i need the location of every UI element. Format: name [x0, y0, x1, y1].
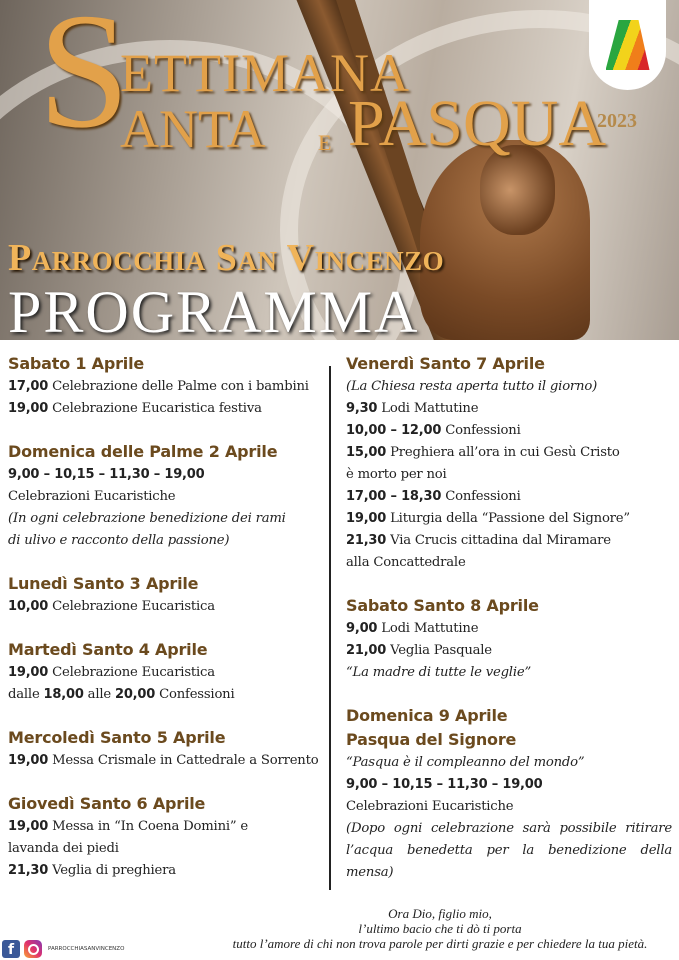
- schedule-line: [346, 398, 672, 420]
- time-text: 17,00 – 18,30: [346, 489, 442, 504]
- schedule-line: [346, 818, 672, 840]
- schedule-line: [8, 596, 326, 618]
- poem-line: Ora Dio, figlio mio,: [388, 906, 492, 921]
- social-links: [2, 940, 124, 958]
- day-section: [8, 352, 326, 420]
- schedule-line: [346, 486, 672, 508]
- time-text: 9,00 – 10,15 – 11,30 – 19,00: [8, 467, 205, 482]
- schedule-line: [346, 774, 672, 796]
- description-text: è morto per noi: [346, 467, 447, 482]
- description-text: “La madre di tutte le veglie”: [346, 665, 531, 680]
- description-text: dalle: [8, 687, 44, 702]
- description-text: Liturgia della “Passione del Signore”: [386, 511, 630, 526]
- description-text: Celebrazioni Eucaristiche: [8, 489, 176, 504]
- day-section: [8, 792, 326, 882]
- day-heading: Mercoledì Santo 5 Aprile: [8, 728, 226, 747]
- day-heading: Venerdì Santo 7 Aprile: [346, 354, 545, 373]
- time-text: 17,00: [8, 379, 49, 394]
- time-text: 10,00 – 12,00: [346, 423, 442, 438]
- day-heading: Pasqua del Signore: [346, 730, 517, 749]
- description-text: Lodi Mattutine: [377, 401, 479, 416]
- description-text: Lodi Mattutine: [377, 621, 479, 636]
- description-text: Celebrazione Eucaristica festiva: [48, 401, 262, 416]
- schedule-line: [346, 618, 672, 640]
- schedule-line: [8, 530, 326, 552]
- schedule-line: [346, 464, 672, 486]
- column-divider: [329, 366, 331, 890]
- schedule-line: [346, 442, 672, 464]
- title-pasqua: PASQUA: [348, 87, 607, 160]
- day-heading: Sabato Santo 8 Aprile: [346, 596, 539, 615]
- schedule-line: [346, 376, 672, 398]
- day-heading: Sabato 1 Aprile: [8, 354, 145, 373]
- schedule-line: [8, 750, 326, 772]
- description-text: di ulivo e racconto della passione): [8, 533, 230, 548]
- time-text: 9,30: [346, 401, 378, 416]
- schedule-line: [8, 816, 326, 838]
- schedule-line: [346, 420, 672, 442]
- description-text: Confessioni: [441, 489, 521, 504]
- poem-line: l’ultimo bacio che ti dò ti porta: [358, 921, 522, 936]
- day-heading: Domenica 9 Aprile: [346, 706, 508, 725]
- time-text: 21,30: [8, 863, 49, 878]
- description-text: lavanda dei piedi: [8, 841, 119, 856]
- schedule-right-column: [346, 352, 672, 904]
- description-text: Confessioni: [155, 687, 235, 702]
- description-text: (Dopo ogni celebrazione sarà possibile ritirare: [346, 821, 672, 836]
- description-text: Preghiera all’ora in cui Gesù Cristo: [386, 445, 620, 460]
- time-text: 15,00: [346, 445, 387, 460]
- day-heading: Lunedì Santo 3 Aprile: [8, 574, 199, 593]
- title-line2: ANTA: [120, 99, 266, 159]
- schedule-line: [8, 684, 326, 706]
- schedule-line: [8, 662, 326, 684]
- schedule-line: [346, 752, 672, 774]
- title-line1: ETTIMANA: [120, 43, 410, 103]
- title-year: 2023: [597, 110, 637, 132]
- description-text: l’acqua benedetta per la benedizione della: [346, 843, 672, 858]
- day-section: [8, 638, 326, 706]
- schedule-line: [8, 464, 326, 486]
- description-text: Celebrazione Eucaristica: [48, 599, 215, 614]
- schedule-left-column: [8, 352, 326, 902]
- time-text: 21,00: [346, 643, 387, 658]
- time-text: 10,00: [8, 599, 49, 614]
- description-text: (In ogni celebrazione benedizione dei rami: [8, 511, 286, 526]
- description-text: “Pasqua è il compleanno del mondo”: [346, 755, 585, 770]
- description-text: Celebrazioni Eucaristiche: [346, 799, 514, 814]
- description-text: Messa in “In Coena Domini” e: [48, 819, 249, 834]
- day-section: [346, 352, 672, 574]
- time-text: 19,00: [8, 753, 49, 768]
- facebook-icon[interactable]: f: [2, 940, 20, 958]
- logo-icon: [606, 20, 650, 70]
- schedule-line: [346, 508, 672, 530]
- schedule-line: [8, 838, 326, 860]
- program-heading: PROGRAMMA: [8, 279, 420, 340]
- description-text: Veglia di preghiera: [48, 863, 176, 878]
- schedule-line: [346, 552, 672, 574]
- social-handle: PARROCCHIASANVINCENZO: [48, 946, 125, 952]
- poem-line: tutto l’amore di chi non trova parole per dirti grazie e per chiedere la tua pietà.: [232, 936, 648, 951]
- parish-logo: [589, 0, 666, 90]
- description-text: alle: [83, 687, 115, 702]
- time-text: 19,00: [346, 511, 387, 526]
- day-heading: Martedì Santo 4 Aprile: [8, 640, 208, 659]
- description-text: Messa Crismale in Cattedrale a Sorrento: [48, 753, 319, 768]
- title-conjunction: E: [318, 130, 332, 155]
- time-text: 21,30: [346, 533, 387, 548]
- schedule-line: [346, 796, 672, 818]
- schedule-line: [346, 862, 672, 884]
- schedule-line: [346, 530, 672, 552]
- schedule-line: [8, 376, 326, 398]
- schedule-line: [8, 860, 326, 882]
- description-text: Confessioni: [441, 423, 521, 438]
- instagram-icon[interactable]: [24, 940, 42, 958]
- schedule-line: [8, 508, 326, 530]
- poem: [200, 906, 679, 951]
- description-text: Celebrazione delle Palme con i bambini: [48, 379, 309, 394]
- parish-name: Parrocchia San Vincenzo: [8, 237, 445, 279]
- description-text: mensa): [346, 865, 394, 880]
- day-heading: Giovedì Santo 6 Aprile: [8, 794, 206, 813]
- schedule-line: [346, 640, 672, 662]
- time-text: 9,00 – 10,15 – 11,30 – 19,00: [346, 777, 543, 792]
- day-section: [346, 704, 672, 884]
- time-text: 20,00: [114, 687, 156, 702]
- schedule-line: [346, 840, 672, 862]
- day-section: [8, 726, 326, 772]
- header-banner: [0, 0, 679, 340]
- day-section: [346, 594, 672, 684]
- day-section: [8, 440, 326, 552]
- title-initial: S: [38, 0, 130, 162]
- description-text: Celebrazione Eucaristica: [48, 665, 215, 680]
- day-section: [8, 572, 326, 618]
- time-text: 19,00: [8, 819, 49, 834]
- schedule-line: [8, 398, 326, 420]
- description-text: alla Concattedrale: [346, 555, 466, 570]
- day-heading: Domenica delle Palme 2 Aprile: [8, 442, 278, 461]
- description-text: (La Chiesa resta aperta tutto il giorno): [346, 379, 598, 394]
- schedule-line: [8, 486, 326, 508]
- description-text: Veglia Pasquale: [386, 643, 492, 658]
- time-text: 19,00: [8, 665, 49, 680]
- time-text: 18,00: [43, 687, 84, 702]
- time-text: 19,00: [8, 401, 49, 416]
- time-text: 9,00: [346, 621, 378, 636]
- schedule-line: [346, 662, 672, 684]
- description-text: Via Crucis cittadina dal Miramare: [386, 533, 611, 548]
